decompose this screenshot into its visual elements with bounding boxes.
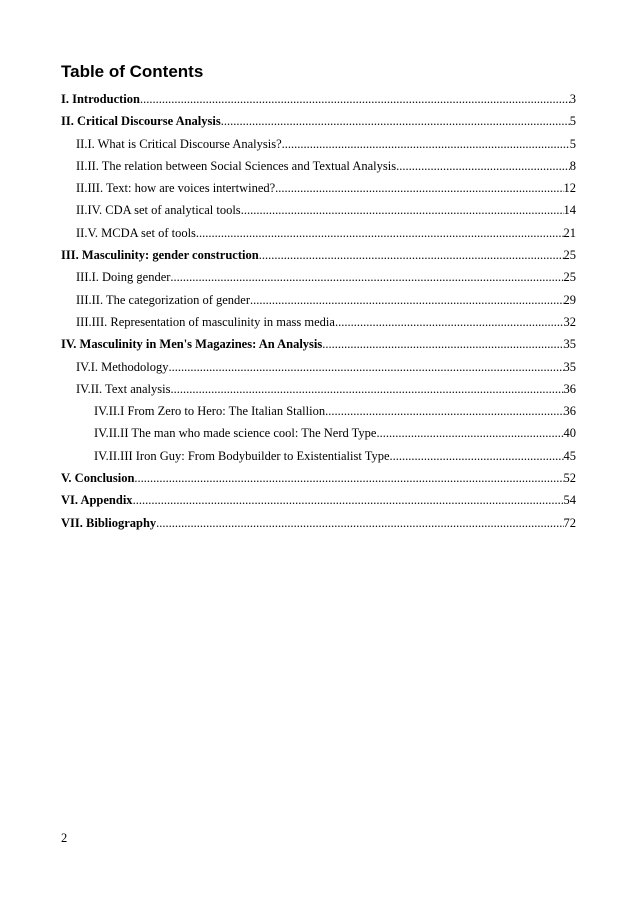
toc-heading: Table of Contents [61, 62, 204, 81]
toc-entry-label: VII. Bibliography [61, 515, 157, 530]
dot-leader [325, 400, 563, 422]
toc-entry-page: 52 [563, 471, 576, 486]
toc-entry-methodology[interactable] [61, 356, 576, 378]
toc-entry-label: III.III. Representation of masculinity in mass media [76, 314, 335, 329]
dot-leader [241, 199, 564, 221]
toc-entry-label: II.I. What is Critical Discourse Analysis? [76, 136, 282, 151]
toc-entry-label: II. Critical Discourse Analysis [61, 114, 221, 129]
toc-entry-page: 25 [563, 270, 576, 285]
toc-entry-cda-tools[interactable] [61, 199, 576, 221]
toc-entry-page: 5 [569, 114, 576, 129]
dot-leader [376, 422, 563, 444]
toc-entry-masculinity-gender-construction[interactable] [61, 244, 576, 266]
toc-entry-conclusion[interactable] [61, 467, 576, 489]
dot-leader [221, 110, 570, 132]
toc-entry-bibliography[interactable] [61, 512, 576, 534]
toc-entry-label: IV.II.II The man who made science cool: The Nerd Type [94, 426, 377, 441]
toc-entry-categorization-of-gender[interactable] [61, 289, 576, 311]
toc-entry-label: II.II. The relation between Social Sciences and Textual Analysis [76, 158, 397, 173]
dot-leader [133, 489, 564, 511]
toc-entry-page: 45 [563, 448, 576, 463]
toc-entry-iron-guy[interactable] [61, 445, 576, 467]
toc-entry-page: 54 [563, 493, 576, 508]
dot-leader [275, 177, 563, 199]
toc-entry-page: 32 [563, 314, 576, 329]
toc-entry-what-is-cda[interactable] [61, 133, 576, 155]
toc-entry-page: 12 [563, 181, 576, 196]
dot-leader [168, 356, 563, 378]
dot-leader [250, 289, 564, 311]
toc-entry-doing-gender[interactable] [61, 266, 576, 288]
toc-entry-page: 35 [563, 359, 576, 374]
toc-entry-mens-magazines-analysis[interactable] [61, 333, 576, 355]
toc-entry-label: IV.II. Text analysis [76, 381, 171, 396]
toc-list [61, 88, 576, 534]
toc-entry-page: 36 [563, 404, 576, 419]
toc-entry-masculinity-mass-media[interactable] [61, 311, 576, 333]
toc-entry-introduction[interactable] [61, 88, 576, 110]
toc-entry-label: I. Introduction [61, 92, 140, 106]
dot-leader [335, 311, 564, 333]
toc-entry-page: 35 [563, 337, 576, 352]
toc-entry-label: IV. Masculinity in Men's Magazines: An Analysis [61, 337, 323, 352]
toc-entry-page: 36 [563, 381, 576, 396]
toc-entry-page: 8 [569, 158, 576, 173]
dot-leader [196, 222, 564, 244]
toc-entry-nerd-type[interactable] [61, 422, 576, 444]
dot-leader [170, 378, 563, 400]
toc-entry-page: 21 [563, 225, 576, 240]
toc-entry-mcda-tools[interactable] [61, 222, 576, 244]
toc-entry-page: 40 [563, 426, 576, 441]
toc-entry-text-analysis[interactable] [61, 378, 576, 400]
toc-entry-label: V. Conclusion [61, 471, 135, 486]
toc-entry-label: II.V. MCDA set of tools [76, 225, 196, 240]
dot-leader [140, 88, 570, 110]
toc-entry-page: 29 [563, 292, 576, 307]
dot-leader [259, 244, 564, 266]
toc-entry-page: 3 [569, 92, 576, 106]
dot-leader [282, 133, 570, 155]
toc-entry-voices-intertwined[interactable] [61, 177, 576, 199]
toc-entry-critical-discourse-analysis[interactable] [61, 110, 576, 132]
dot-leader [396, 155, 570, 177]
toc-entry-label: III.I. Doing gender [76, 270, 171, 285]
dot-leader [390, 445, 564, 467]
toc-entry-label: II.III. Text: how are voices intertwined? [76, 181, 276, 196]
toc-entry-label: IV.I. Methodology [76, 359, 169, 374]
toc-entry-label: IV.II.I From Zero to Hero: The Italian Stallion [94, 404, 326, 419]
toc-entry-social-sciences-textual-analysis[interactable] [61, 155, 576, 177]
toc-entry-page: 25 [563, 248, 576, 263]
toc-entry-page: 72 [563, 515, 576, 530]
toc-entry-page: 14 [563, 203, 576, 218]
dot-leader [170, 266, 563, 288]
toc-entry-label: II.IV. CDA set of analytical tools [76, 203, 241, 218]
dot-leader [322, 333, 563, 355]
toc-entry-label: IV.II.III Iron Guy: From Bodybuilder to Existentialist Type [94, 448, 390, 463]
page-number: 2 [61, 831, 68, 845]
toc-entry-label: VI. Appendix [61, 493, 133, 508]
toc-entry-label: III.II. The categorization of gender [76, 292, 250, 307]
toc-entry-appendix[interactable] [61, 489, 576, 511]
toc-entry-page: 5 [569, 136, 576, 151]
toc-entry-italian-stallion[interactable] [61, 400, 576, 422]
toc-entry-label: III. Masculinity: gender construction [61, 248, 259, 263]
dot-leader [134, 467, 563, 489]
dot-leader [156, 512, 563, 534]
